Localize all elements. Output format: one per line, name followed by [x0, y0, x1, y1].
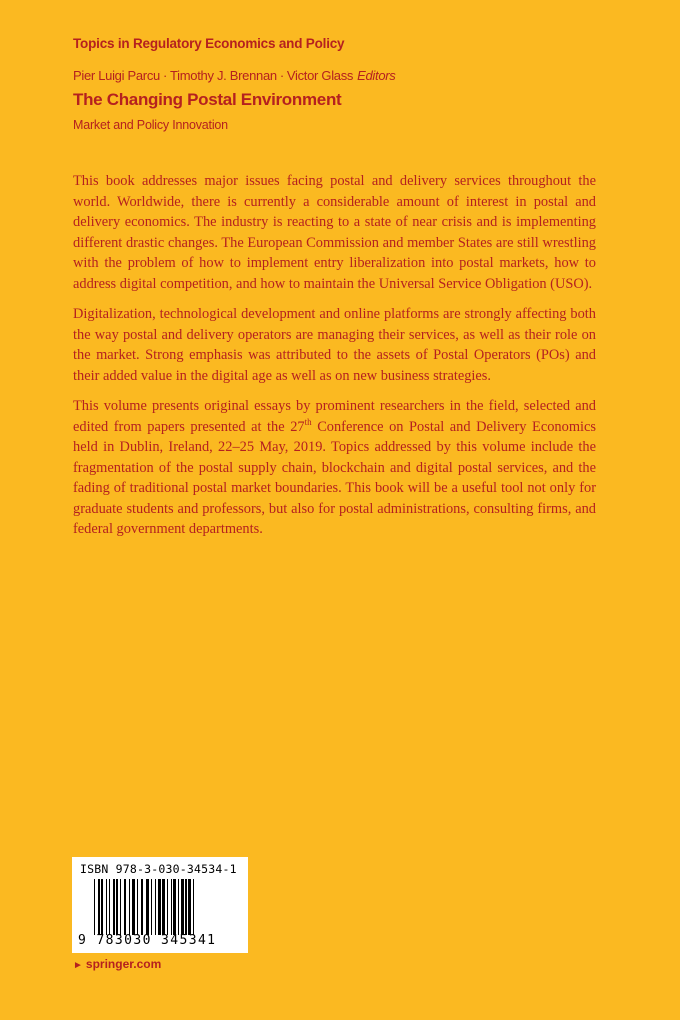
barcode-bar: [167, 879, 168, 935]
barcode-bar: [106, 879, 107, 935]
barcode-bar: [116, 879, 118, 935]
barcode-bar: [158, 879, 161, 935]
editors-line: [73, 68, 396, 83]
editor-name: Victor Glass: [286, 68, 354, 83]
barcode-bar: [185, 879, 187, 935]
barcode-bar: [132, 879, 135, 935]
editor-name: Timothy J. Brennan: [170, 68, 277, 83]
publisher-link[interactable]: [73, 957, 161, 971]
ordinal-superscript: th: [304, 416, 312, 427]
description-paragraph-1: This book addresses major issues facing postal and delivery services throughout the world. Worldwide, there is currently a considerable amount of interest in postal and delivery economics. The industry is reacting to a state of near crisis and is implementing different drastic changes. The European Commission and member States are still wrestling with the problem of how to implement entry liberalization into postal markets, how to address digital competition, and how to maintain the Universal Service Obligation (USO).: [73, 173, 596, 292]
arrow-icon: ►: [73, 960, 83, 971]
barcode-bar: [94, 879, 95, 935]
paragraph-text: This volume presents original essays by prominent researchers in the field, selected and edited from papers presented at the 27: [73, 398, 596, 435]
barcode-bar: [173, 879, 176, 935]
barcode-bar: [101, 879, 103, 935]
editor-name: Pier Luigi Parcu: [73, 68, 160, 83]
barcode-bar: [109, 879, 110, 935]
series-title: Topics in Regulatory Economics and Policy: [73, 36, 345, 51]
barcode-bar: [193, 879, 194, 935]
barcode-bar: [171, 879, 172, 935]
barcode-bar: [98, 879, 100, 935]
editors-role: Editors: [357, 68, 396, 83]
barcode-bar: [188, 879, 191, 935]
barcode-bar: [162, 879, 165, 935]
barcode-bar: [113, 879, 115, 935]
description: [73, 171, 596, 550]
isbn-barcode: [72, 857, 248, 953]
editor-separator: ·: [279, 68, 284, 83]
barcode-digits: 9 783030 345341: [78, 933, 217, 948]
barcode-bars: [94, 879, 226, 935]
isbn-label: ISBN 978-3-030-34534-1: [80, 862, 237, 876]
description-paragraph-3: [73, 396, 596, 540]
barcode-bar: [120, 879, 121, 935]
barcode-bar: [181, 879, 184, 935]
editor-separator: ·: [162, 68, 167, 83]
barcode-bar: [155, 879, 156, 935]
barcode-bar: [178, 879, 179, 935]
publisher-url: springer.com: [85, 957, 162, 971]
paragraph-text: Conference on Postal and Delivery Economics held in Dublin, Ireland, 22–25 May, 2019. Topics addressed by this volume include the fragmentation of the postal supply chain, blockchain and digital postal services, and the fading of traditional postal market boundaries. This book will be a useful tool not only for graduate students and professors, but also for postal administrations, consulting firms, and federal government departments.: [73, 418, 596, 537]
barcode-bar: [141, 879, 143, 935]
barcode-bar: [146, 879, 149, 935]
description-paragraph-2: Digitalization, technological development and online platforms are strongly affecting both the way postal and delivery operators are managing their services, as well as their role on the market. Strong emphasis was attributed to the assets of Postal Operators (POs) and their added value in the digital age as well as on new business strategies.: [73, 306, 596, 384]
barcode-bar: [124, 879, 126, 935]
book-title: The Changing Postal Environment: [73, 90, 342, 109]
book-subtitle: Market and Policy Innovation: [73, 118, 228, 132]
barcode-bar: [129, 879, 130, 935]
barcode-bar: [137, 879, 138, 935]
barcode-bar: [151, 879, 152, 935]
